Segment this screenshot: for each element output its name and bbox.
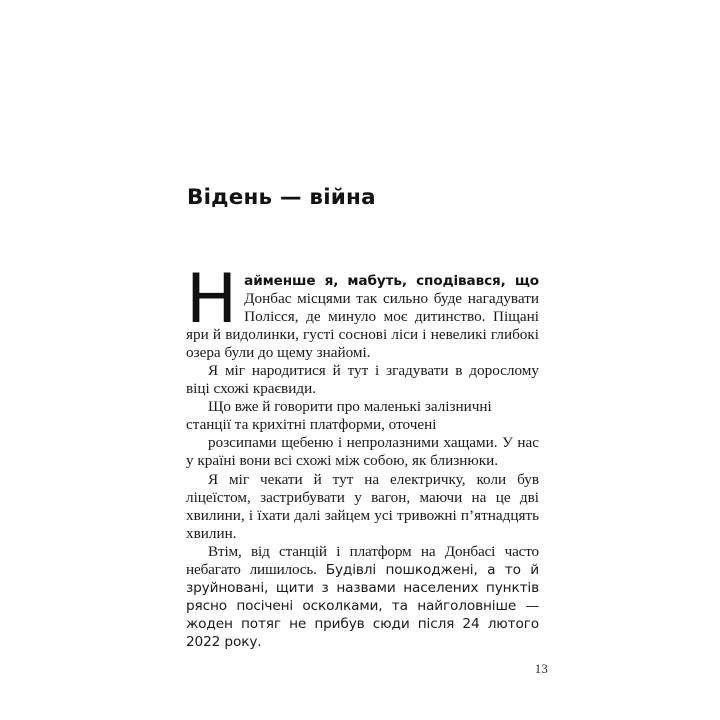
paragraph-4: розсипами щебеню і непролазними хащами. У нас у країні вони всі схожі між собою, як близнюки. bbox=[186, 434, 539, 470]
paragraph-6 bbox=[186, 543, 539, 651]
paragraph-6-text: Будівлі пошкоджені, а то й зруйновані, щити з назвами населених пунктів рясно посічені осколками, та найголовніше — жоден потяг не прибув сюди після 24 лютого 2022 року. bbox=[186, 561, 539, 650]
paragraph-2: Я міг народитися й тут і згадувати в дорослому віці схожі краєвиди. bbox=[186, 362, 539, 398]
body-text-column bbox=[186, 260, 539, 651]
paragraph-5: Я міг чекати й тут на електричку, коли був ліцеїстом, застрибувати у вагон, маючи на це дві хвилини, і їхати далі зайцем усі тривожні п’ятнадцять хвилин. bbox=[186, 470, 539, 542]
paragraph-1-text: Донбас місцями так сильно буде нагадувати Полісся, де минуло моє дитинство. Піщані яри й видолинки, густі соснові ліси і невеликі глибокі озера були до щему знайомі. bbox=[186, 290, 539, 362]
paragraph-1 bbox=[186, 260, 539, 362]
drop-cap: Н bbox=[186, 260, 238, 339]
paragraph-6-head: Втім, від станцій і платформ на Донбасі часто небагато лишилось. bbox=[186, 542, 539, 578]
page-title: Відень — війна bbox=[187, 185, 376, 211]
paragraph-1-leadin: айменше я, мабуть, сподівався, що bbox=[244, 273, 539, 289]
paragraph-3: Що вже й говорити про маленькі залізничні станції та крихітні платформи, оточені bbox=[186, 398, 492, 434]
page-number: 13 bbox=[534, 662, 548, 676]
